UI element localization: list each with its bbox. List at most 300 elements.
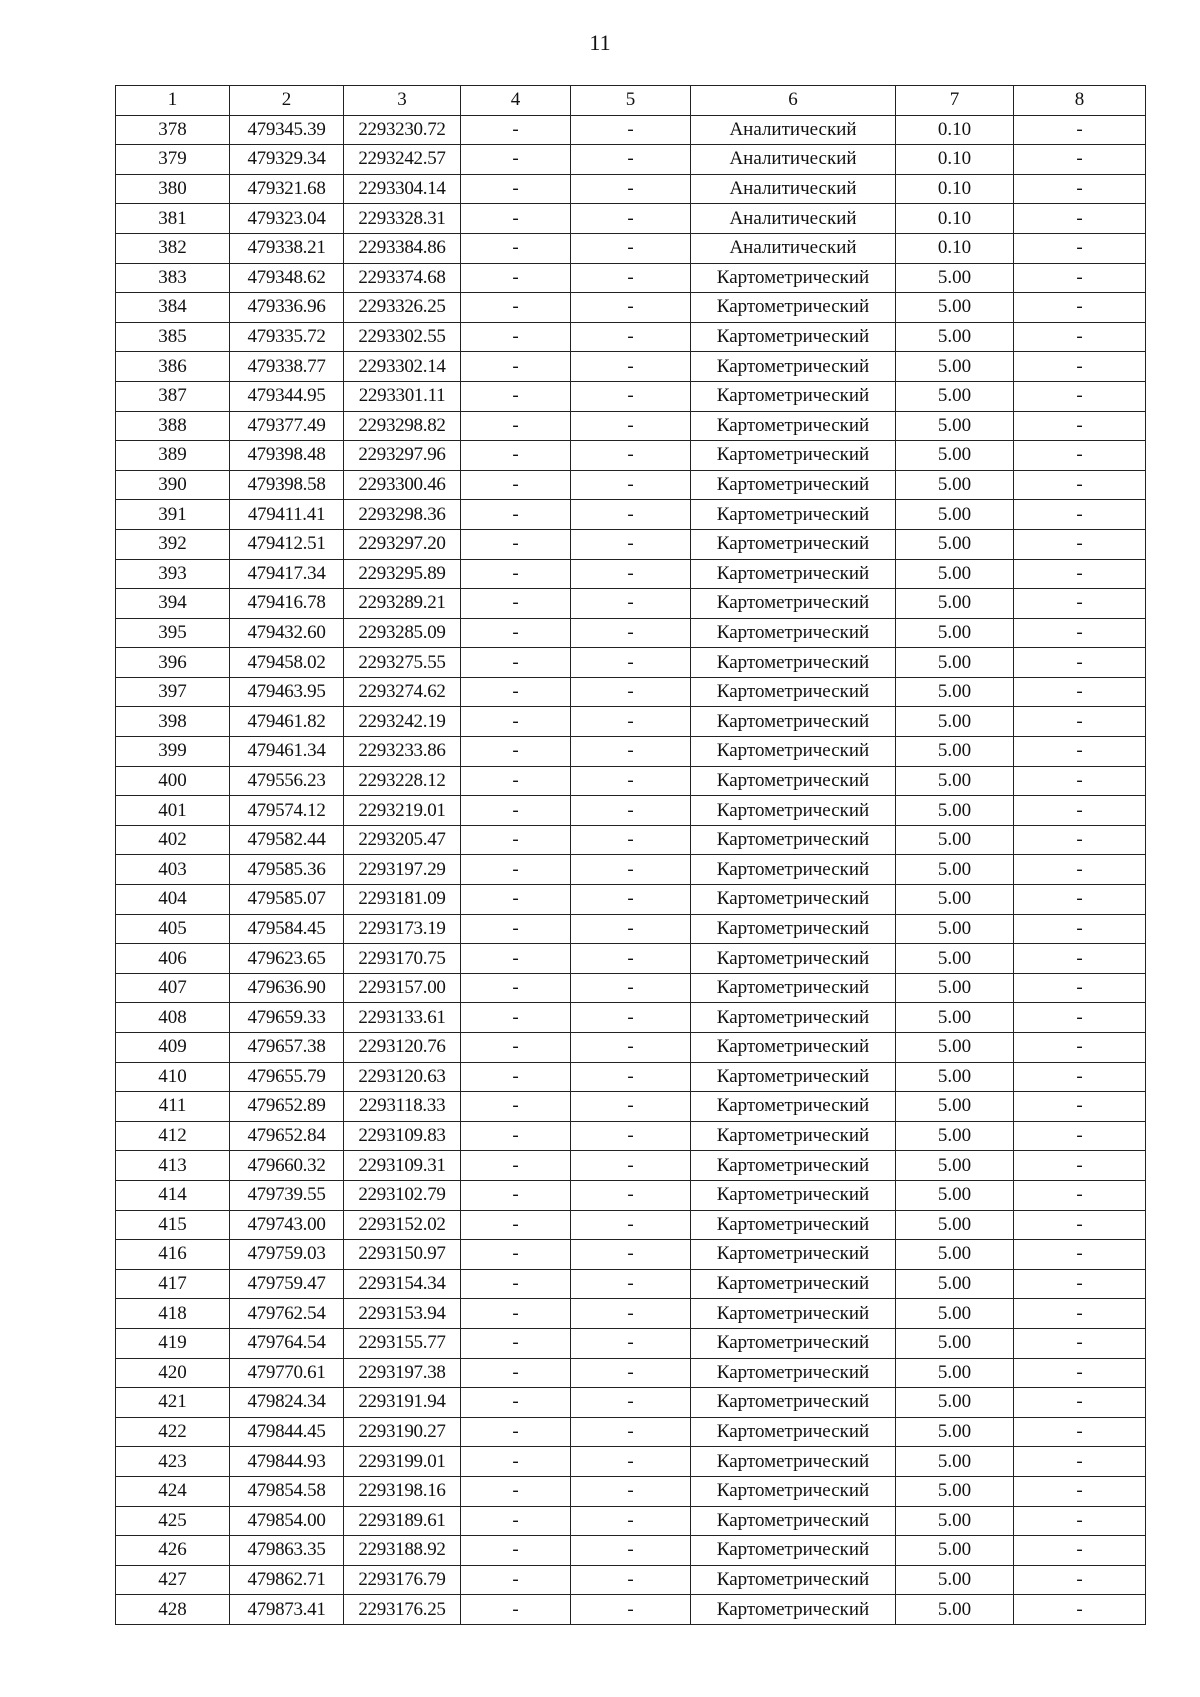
table-row (116, 1358, 1146, 1388)
x-coordinate-cell: 479854.00 (230, 1506, 344, 1536)
point-number-cell: 416 (116, 1240, 230, 1270)
col8-cell: - (1014, 233, 1146, 263)
method-cell: Аналитический (691, 115, 896, 145)
col8-cell: - (1014, 855, 1146, 885)
y-coordinate-cell: 2293191.94 (344, 1388, 461, 1418)
col8-cell: - (1014, 1180, 1146, 1210)
accuracy-cell: 5.00 (896, 500, 1014, 530)
col5-cell: - (571, 885, 691, 915)
col4-cell: - (461, 204, 571, 234)
method-cell: Картометрический (691, 973, 896, 1003)
x-coordinate-cell: 479336.96 (230, 293, 344, 323)
col8-cell: - (1014, 677, 1146, 707)
point-number-cell: 386 (116, 352, 230, 382)
col4-cell: - (461, 1062, 571, 1092)
y-coordinate-cell: 2293242.57 (344, 145, 461, 175)
table-row (116, 677, 1146, 707)
accuracy-cell: 5.00 (896, 322, 1014, 352)
col4-cell: - (461, 1240, 571, 1270)
x-coordinate-cell: 479432.60 (230, 618, 344, 648)
col5-cell: - (571, 677, 691, 707)
point-number-cell: 396 (116, 648, 230, 678)
col8-cell: - (1014, 529, 1146, 559)
table-row (116, 559, 1146, 589)
x-coordinate-cell: 479623.65 (230, 944, 344, 974)
point-number-cell: 385 (116, 322, 230, 352)
point-number-cell: 406 (116, 944, 230, 974)
page-number: 11 (589, 30, 611, 55)
col8-cell: - (1014, 973, 1146, 1003)
table-row (116, 973, 1146, 1003)
y-coordinate-cell: 2293289.21 (344, 589, 461, 619)
method-cell: Картометрический (691, 441, 896, 471)
col5-cell: - (571, 589, 691, 619)
point-number-cell: 380 (116, 174, 230, 204)
accuracy-cell: 5.00 (896, 470, 1014, 500)
col5-cell: - (571, 352, 691, 382)
point-number-cell: 428 (116, 1595, 230, 1625)
y-coordinate-cell: 2293199.01 (344, 1447, 461, 1477)
col4-cell: - (461, 1595, 571, 1625)
col4-cell: - (461, 293, 571, 323)
col8-cell: - (1014, 1595, 1146, 1625)
y-coordinate-cell: 2293297.20 (344, 529, 461, 559)
col5-cell: - (571, 618, 691, 648)
y-coordinate-cell: 2293304.14 (344, 174, 461, 204)
col4-cell: - (461, 1536, 571, 1566)
col5-cell: - (571, 1269, 691, 1299)
method-cell: Картометрический (691, 529, 896, 559)
table-row (116, 352, 1146, 382)
table-row (116, 145, 1146, 175)
y-coordinate-cell: 2293275.55 (344, 648, 461, 678)
table-row (116, 1476, 1146, 1506)
table-row (116, 174, 1146, 204)
method-cell: Картометрический (691, 737, 896, 767)
point-number-cell: 404 (116, 885, 230, 915)
method-cell: Картометрический (691, 1121, 896, 1151)
point-number-cell: 414 (116, 1180, 230, 1210)
col8-cell: - (1014, 1003, 1146, 1033)
col5-cell: - (571, 1092, 691, 1122)
col5-cell: - (571, 914, 691, 944)
point-number-cell: 378 (116, 115, 230, 145)
x-coordinate-cell: 479574.12 (230, 796, 344, 826)
x-coordinate-cell: 479338.21 (230, 233, 344, 263)
col8-cell: - (1014, 322, 1146, 352)
table-row (116, 1269, 1146, 1299)
col5-cell: - (571, 500, 691, 530)
col8-cell: - (1014, 1358, 1146, 1388)
col8-cell: - (1014, 441, 1146, 471)
table-row (116, 1062, 1146, 1092)
col4-cell: - (461, 766, 571, 796)
table-row (116, 1447, 1146, 1477)
col5-cell: - (571, 411, 691, 441)
column-header: 3 (344, 86, 461, 116)
accuracy-cell: 5.00 (896, 944, 1014, 974)
col5-cell: - (571, 1476, 691, 1506)
col4-cell: - (461, 1269, 571, 1299)
point-number-cell: 409 (116, 1033, 230, 1063)
method-cell: Картометрический (691, 1151, 896, 1181)
y-coordinate-cell: 2293170.75 (344, 944, 461, 974)
accuracy-cell: 5.00 (896, 589, 1014, 619)
accuracy-cell: 5.00 (896, 885, 1014, 915)
x-coordinate-cell: 479338.77 (230, 352, 344, 382)
y-coordinate-cell: 2293301.11 (344, 381, 461, 411)
method-cell: Картометрический (691, 1328, 896, 1358)
method-cell: Картометрический (691, 1506, 896, 1536)
col8-cell: - (1014, 174, 1146, 204)
column-header: 4 (461, 86, 571, 116)
x-coordinate-cell: 479652.89 (230, 1092, 344, 1122)
col8-cell: - (1014, 1447, 1146, 1477)
y-coordinate-cell: 2293154.34 (344, 1269, 461, 1299)
col4-cell: - (461, 500, 571, 530)
y-coordinate-cell: 2293298.82 (344, 411, 461, 441)
col8-cell: - (1014, 737, 1146, 767)
y-coordinate-cell: 2293150.97 (344, 1240, 461, 1270)
col4-cell: - (461, 381, 571, 411)
col4-cell: - (461, 885, 571, 915)
accuracy-cell: 0.10 (896, 233, 1014, 263)
method-cell: Картометрический (691, 1299, 896, 1329)
table-row (116, 707, 1146, 737)
x-coordinate-cell: 479411.41 (230, 500, 344, 530)
table-row (116, 411, 1146, 441)
col5-cell: - (571, 1003, 691, 1033)
method-cell: Картометрический (691, 1565, 896, 1595)
col8-cell: - (1014, 1328, 1146, 1358)
x-coordinate-cell: 479416.78 (230, 589, 344, 619)
y-coordinate-cell: 2293302.55 (344, 322, 461, 352)
point-number-cell: 418 (116, 1299, 230, 1329)
x-coordinate-cell: 479417.34 (230, 559, 344, 589)
col5-cell: - (571, 855, 691, 885)
table-row (116, 1121, 1146, 1151)
col4-cell: - (461, 1210, 571, 1240)
point-number-cell: 390 (116, 470, 230, 500)
col4-cell: - (461, 1092, 571, 1122)
table-row (116, 529, 1146, 559)
y-coordinate-cell: 2293298.36 (344, 500, 461, 530)
col5-cell: - (571, 1417, 691, 1447)
col5-cell: - (571, 1151, 691, 1181)
point-number-cell: 401 (116, 796, 230, 826)
accuracy-cell: 5.00 (896, 263, 1014, 293)
y-coordinate-cell: 2293228.12 (344, 766, 461, 796)
col4-cell: - (461, 1033, 571, 1063)
table-row (116, 1565, 1146, 1595)
method-cell: Картометрический (691, 559, 896, 589)
col8-cell: - (1014, 825, 1146, 855)
accuracy-cell: 5.00 (896, 677, 1014, 707)
col8-cell: - (1014, 914, 1146, 944)
y-coordinate-cell: 2293230.72 (344, 115, 461, 145)
col4-cell: - (461, 648, 571, 678)
x-coordinate-cell: 479660.32 (230, 1151, 344, 1181)
y-coordinate-cell: 2293181.09 (344, 885, 461, 915)
point-number-cell: 419 (116, 1328, 230, 1358)
accuracy-cell: 5.00 (896, 766, 1014, 796)
col8-cell: - (1014, 263, 1146, 293)
col8-cell: - (1014, 885, 1146, 915)
x-coordinate-cell: 479764.54 (230, 1328, 344, 1358)
col5-cell: - (571, 322, 691, 352)
accuracy-cell: 0.10 (896, 145, 1014, 175)
col8-cell: - (1014, 648, 1146, 678)
col5-cell: - (571, 1240, 691, 1270)
point-number-cell: 392 (116, 529, 230, 559)
col4-cell: - (461, 1565, 571, 1595)
y-coordinate-cell: 2293152.02 (344, 1210, 461, 1240)
col8-cell: - (1014, 618, 1146, 648)
table-row (116, 796, 1146, 826)
x-coordinate-cell: 479321.68 (230, 174, 344, 204)
col5-cell: - (571, 707, 691, 737)
point-number-cell: 422 (116, 1417, 230, 1447)
accuracy-cell: 5.00 (896, 1476, 1014, 1506)
table-row (116, 855, 1146, 885)
method-cell: Картометрический (691, 1476, 896, 1506)
col4-cell: - (461, 1388, 571, 1418)
point-number-cell: 423 (116, 1447, 230, 1477)
x-coordinate-cell: 479582.44 (230, 825, 344, 855)
col5-cell: - (571, 1210, 691, 1240)
col4-cell: - (461, 914, 571, 944)
table-row (116, 1240, 1146, 1270)
col4-cell: - (461, 944, 571, 974)
x-coordinate-cell: 479335.72 (230, 322, 344, 352)
y-coordinate-cell: 2293157.00 (344, 973, 461, 1003)
col5-cell: - (571, 648, 691, 678)
method-cell: Аналитический (691, 174, 896, 204)
table-row (116, 648, 1146, 678)
table-row (116, 293, 1146, 323)
x-coordinate-cell: 479759.03 (230, 1240, 344, 1270)
table-body (116, 115, 1146, 1624)
table-row (116, 737, 1146, 767)
accuracy-cell: 5.00 (896, 529, 1014, 559)
col5-cell: - (571, 1033, 691, 1063)
table-row (116, 233, 1146, 263)
accuracy-cell: 5.00 (896, 1388, 1014, 1418)
point-number-cell: 413 (116, 1151, 230, 1181)
point-number-cell: 400 (116, 766, 230, 796)
y-coordinate-cell: 2293173.19 (344, 914, 461, 944)
method-cell: Картометрический (691, 707, 896, 737)
method-cell: Картометрический (691, 677, 896, 707)
col8-cell: - (1014, 1388, 1146, 1418)
accuracy-cell: 5.00 (896, 381, 1014, 411)
method-cell: Картометрический (691, 1092, 896, 1122)
point-number-cell: 415 (116, 1210, 230, 1240)
x-coordinate-cell: 479585.36 (230, 855, 344, 885)
col5-cell: - (571, 381, 691, 411)
table-row (116, 1388, 1146, 1418)
point-number-cell: 379 (116, 145, 230, 175)
x-coordinate-cell: 479824.34 (230, 1388, 344, 1418)
x-coordinate-cell: 479844.93 (230, 1447, 344, 1477)
y-coordinate-cell: 2293219.01 (344, 796, 461, 826)
y-coordinate-cell: 2293109.31 (344, 1151, 461, 1181)
y-coordinate-cell: 2293295.89 (344, 559, 461, 589)
x-coordinate-cell: 479659.33 (230, 1003, 344, 1033)
point-number-cell: 394 (116, 589, 230, 619)
col4-cell: - (461, 263, 571, 293)
coordinates-table (115, 85, 1146, 1625)
col8-cell: - (1014, 1506, 1146, 1536)
x-coordinate-cell: 479412.51 (230, 529, 344, 559)
col5-cell: - (571, 796, 691, 826)
y-coordinate-cell: 2293188.92 (344, 1536, 461, 1566)
col4-cell: - (461, 737, 571, 767)
col5-cell: - (571, 825, 691, 855)
col5-cell: - (571, 559, 691, 589)
col5-cell: - (571, 737, 691, 767)
point-number-cell: 382 (116, 233, 230, 263)
col4-cell: - (461, 529, 571, 559)
x-coordinate-cell: 479585.07 (230, 885, 344, 915)
accuracy-cell: 5.00 (896, 1151, 1014, 1181)
accuracy-cell: 5.00 (896, 441, 1014, 471)
point-number-cell: 410 (116, 1062, 230, 1092)
table-row (116, 500, 1146, 530)
table-row (116, 1033, 1146, 1063)
col4-cell: - (461, 1003, 571, 1033)
col8-cell: - (1014, 766, 1146, 796)
method-cell: Картометрический (691, 825, 896, 855)
x-coordinate-cell: 479323.04 (230, 204, 344, 234)
x-coordinate-cell: 479657.38 (230, 1033, 344, 1063)
method-cell: Картометрический (691, 1388, 896, 1418)
point-number-cell: 393 (116, 559, 230, 589)
col4-cell: - (461, 1476, 571, 1506)
col4-cell: - (461, 1417, 571, 1447)
col4-cell: - (461, 145, 571, 175)
accuracy-cell: 5.00 (896, 1506, 1014, 1536)
col8-cell: - (1014, 1121, 1146, 1151)
x-coordinate-cell: 479461.82 (230, 707, 344, 737)
table-row (116, 618, 1146, 648)
col4-cell: - (461, 1299, 571, 1329)
point-number-cell: 411 (116, 1092, 230, 1122)
accuracy-cell: 5.00 (896, 914, 1014, 944)
table-row (116, 766, 1146, 796)
y-coordinate-cell: 2293233.86 (344, 737, 461, 767)
table-row (116, 1417, 1146, 1447)
col4-cell: - (461, 1151, 571, 1181)
col5-cell: - (571, 973, 691, 1003)
table-row (116, 1003, 1146, 1033)
x-coordinate-cell: 479584.45 (230, 914, 344, 944)
point-number-cell: 395 (116, 618, 230, 648)
y-coordinate-cell: 2293102.79 (344, 1180, 461, 1210)
method-cell: Аналитический (691, 145, 896, 175)
accuracy-cell: 5.00 (896, 1269, 1014, 1299)
col4-cell: - (461, 174, 571, 204)
col4-cell: - (461, 707, 571, 737)
y-coordinate-cell: 2293197.38 (344, 1358, 461, 1388)
accuracy-cell: 5.00 (896, 1299, 1014, 1329)
col4-cell: - (461, 441, 571, 471)
accuracy-cell: 5.00 (896, 707, 1014, 737)
method-cell: Картометрический (691, 470, 896, 500)
table-row (116, 589, 1146, 619)
accuracy-cell: 5.00 (896, 1358, 1014, 1388)
column-header: 7 (896, 86, 1014, 116)
accuracy-cell: 5.00 (896, 648, 1014, 678)
table-row (116, 1536, 1146, 1566)
point-number-cell: 383 (116, 263, 230, 293)
table-row (116, 441, 1146, 471)
accuracy-cell: 5.00 (896, 1240, 1014, 1270)
col4-cell: - (461, 1121, 571, 1151)
method-cell: Картометрический (691, 796, 896, 826)
table-row (116, 825, 1146, 855)
accuracy-cell: 5.00 (896, 1003, 1014, 1033)
point-number-cell: 412 (116, 1121, 230, 1151)
method-cell: Картометрический (691, 381, 896, 411)
y-coordinate-cell: 2293176.79 (344, 1565, 461, 1595)
col8-cell: - (1014, 115, 1146, 145)
col8-cell: - (1014, 559, 1146, 589)
method-cell: Аналитический (691, 204, 896, 234)
y-coordinate-cell: 2293190.27 (344, 1417, 461, 1447)
x-coordinate-cell: 479398.58 (230, 470, 344, 500)
method-cell: Картометрический (691, 322, 896, 352)
col8-cell: - (1014, 411, 1146, 441)
x-coordinate-cell: 479463.95 (230, 677, 344, 707)
x-coordinate-cell: 479759.47 (230, 1269, 344, 1299)
accuracy-cell: 5.00 (896, 1536, 1014, 1566)
col5-cell: - (571, 1388, 691, 1418)
col5-cell: - (571, 263, 691, 293)
table-row (116, 1092, 1146, 1122)
accuracy-cell: 5.00 (896, 352, 1014, 382)
table-row (116, 944, 1146, 974)
col8-cell: - (1014, 293, 1146, 323)
accuracy-cell: 5.00 (896, 1180, 1014, 1210)
x-coordinate-cell: 479739.55 (230, 1180, 344, 1210)
method-cell: Картометрический (691, 944, 896, 974)
col5-cell: - (571, 766, 691, 796)
col4-cell: - (461, 115, 571, 145)
point-number-cell: 398 (116, 707, 230, 737)
col4-cell: - (461, 1358, 571, 1388)
col8-cell: - (1014, 470, 1146, 500)
col5-cell: - (571, 1180, 691, 1210)
col5-cell: - (571, 204, 691, 234)
col4-cell: - (461, 589, 571, 619)
y-coordinate-cell: 2293300.46 (344, 470, 461, 500)
x-coordinate-cell: 479556.23 (230, 766, 344, 796)
accuracy-cell: 5.00 (896, 559, 1014, 589)
point-number-cell: 403 (116, 855, 230, 885)
method-cell: Картометрический (691, 648, 896, 678)
method-cell: Картометрический (691, 766, 896, 796)
table-row (116, 885, 1146, 915)
x-coordinate-cell: 479461.34 (230, 737, 344, 767)
x-coordinate-cell: 479863.35 (230, 1536, 344, 1566)
col4-cell: - (461, 1328, 571, 1358)
x-coordinate-cell: 479655.79 (230, 1062, 344, 1092)
y-coordinate-cell: 2293109.83 (344, 1121, 461, 1151)
accuracy-cell: 0.10 (896, 174, 1014, 204)
col4-cell: - (461, 796, 571, 826)
point-number-cell: 407 (116, 973, 230, 1003)
